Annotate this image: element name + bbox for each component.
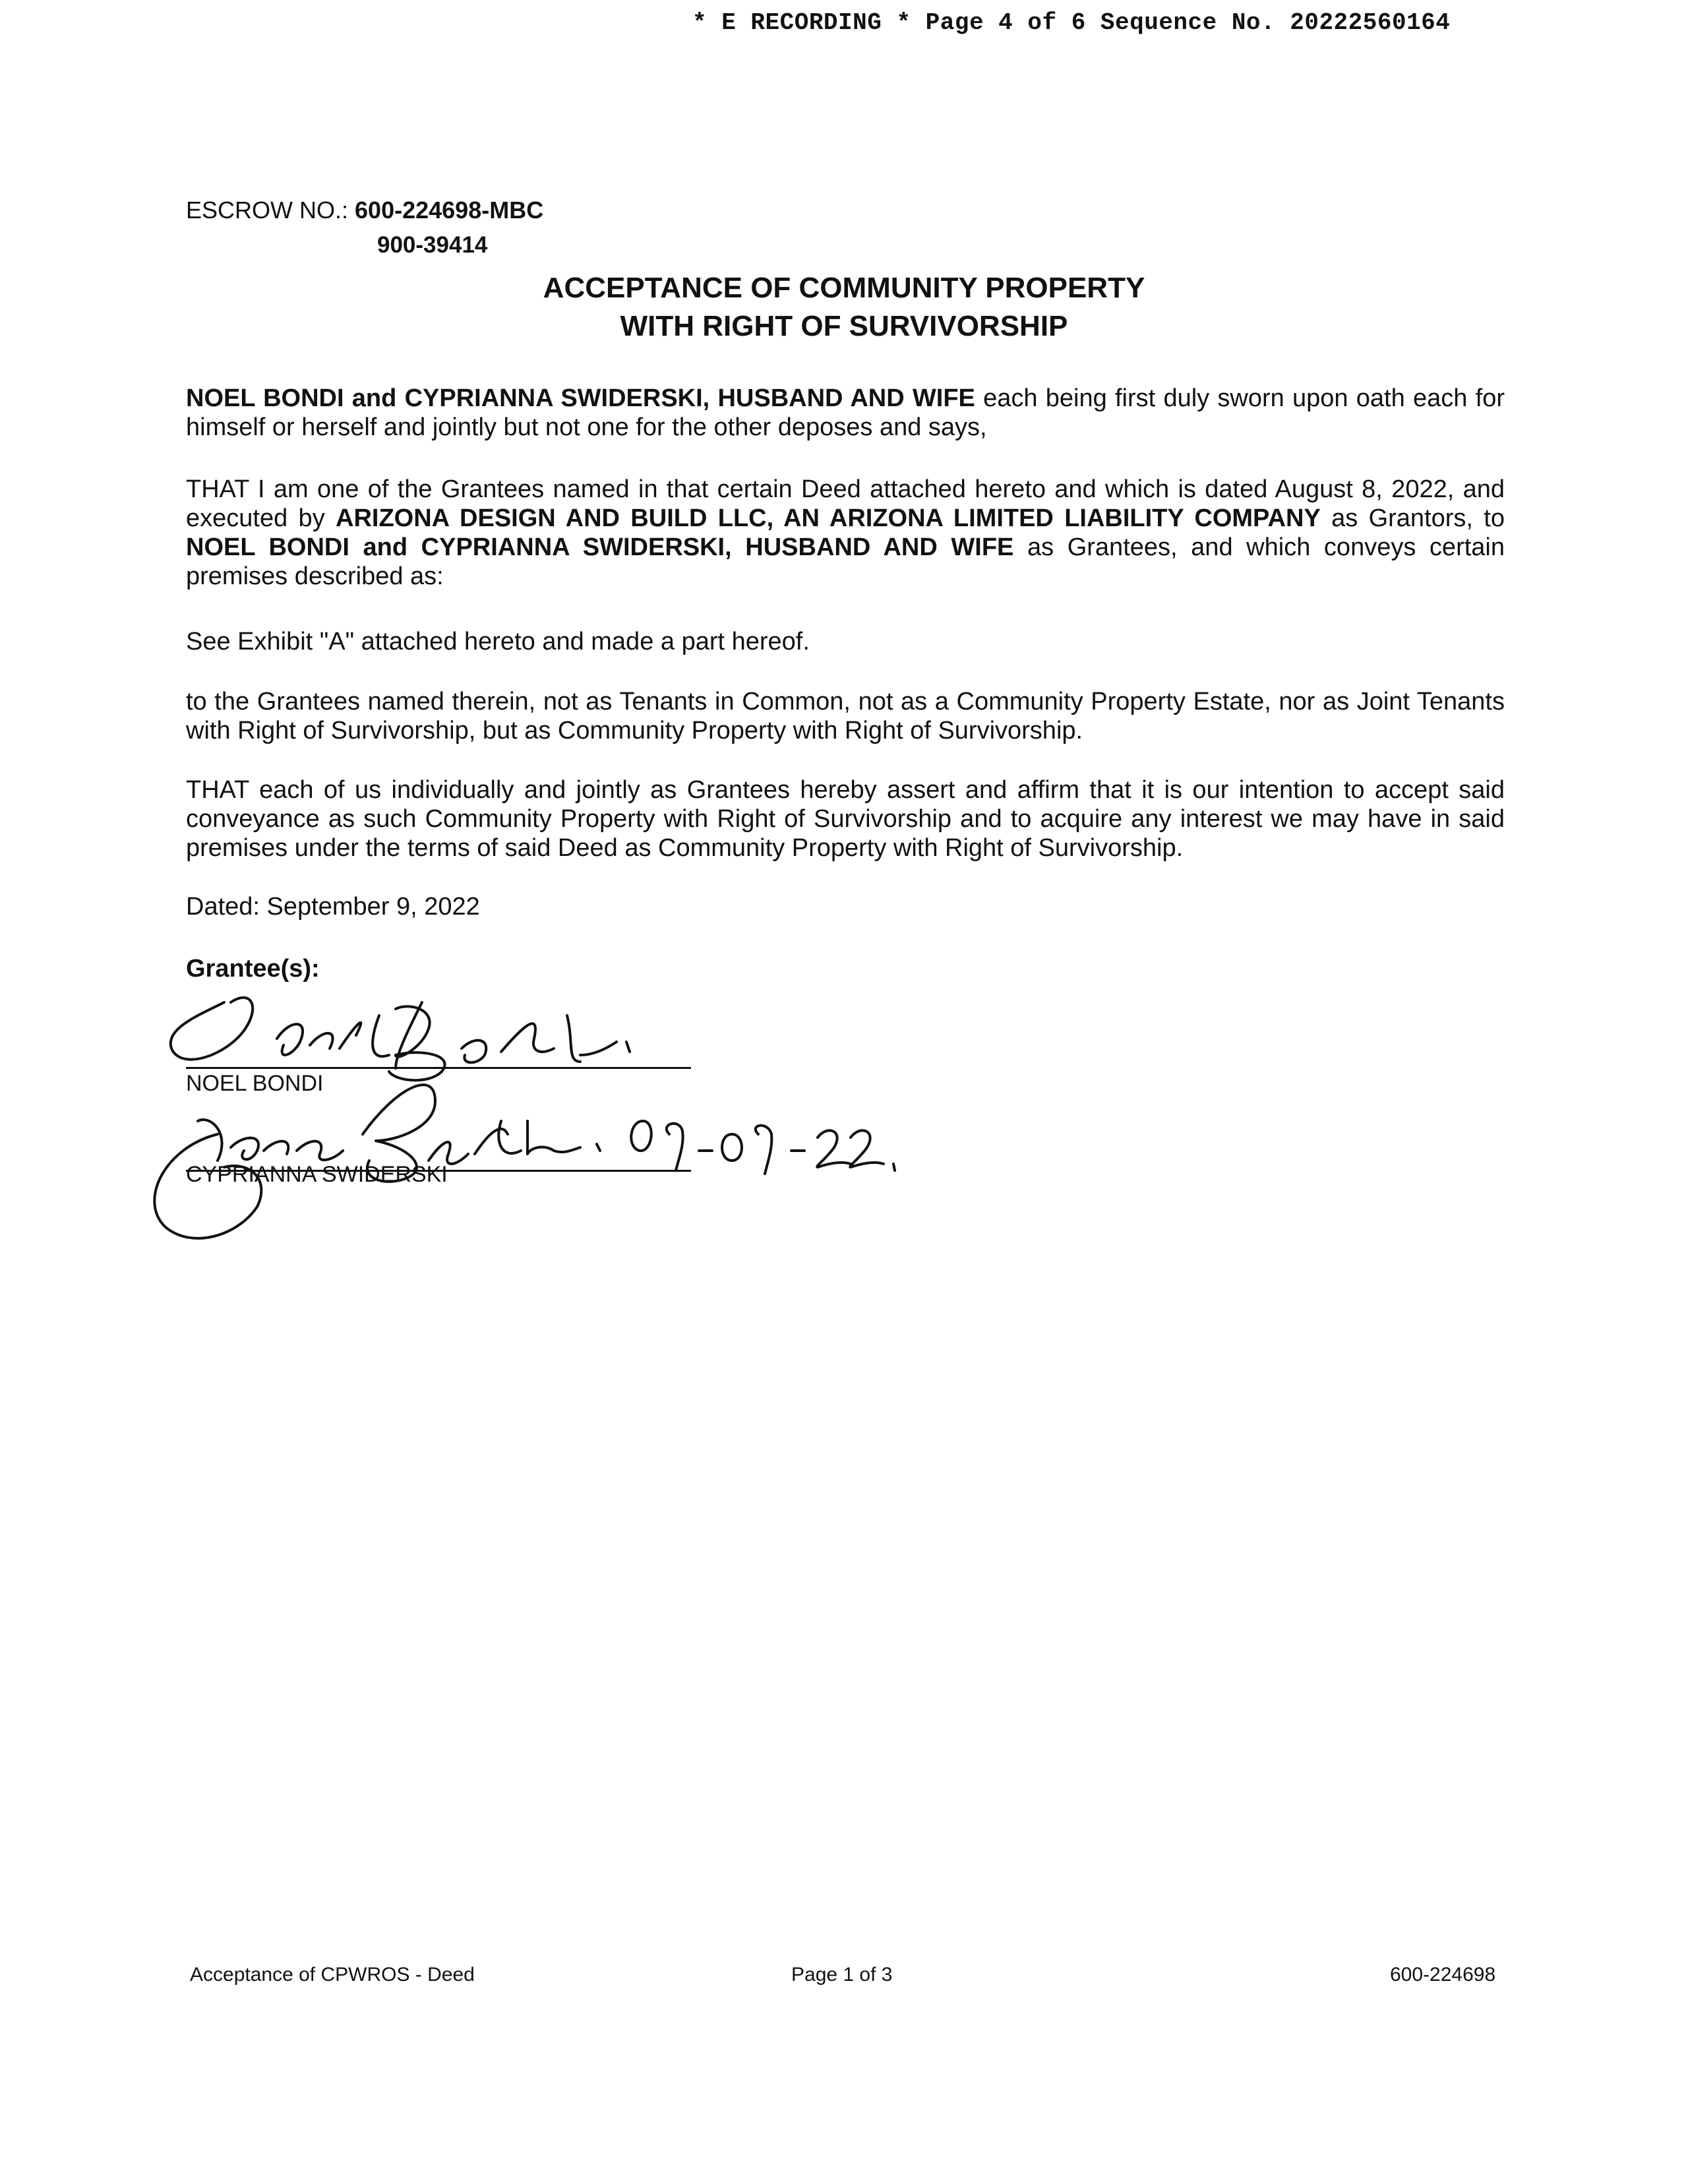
handwritten-date-marks bbox=[631, 1121, 895, 1174]
affiants-names: NOEL BONDI and CYPRIANNA SWIDERSKI, HUSBAND AND WIFE bbox=[186, 384, 975, 412]
paragraph-affiants bbox=[186, 384, 1505, 442]
escrow-number-value: 600-224698-MBC bbox=[355, 197, 544, 224]
grantee-names: NOEL BONDI and CYPRIANNA SWIDERSKI, HUSBAND AND WIFE bbox=[186, 533, 1014, 561]
footer-document-name: Acceptance of CPWROS - Deed bbox=[190, 1964, 475, 1986]
recording-header: * E RECORDING * Page 4 of 6 Sequence No. 20222560164 bbox=[692, 9, 1451, 36]
affiants-text: each being first duly sworn upon oath each for himself or herself and jointly but not one for the other deposes and says, bbox=[186, 384, 1505, 441]
footer-escrow-number: 600-224698 bbox=[1390, 1964, 1496, 1986]
paragraph-tenancy: to the Grantees named therein, not as Tenants in Common, not as a Community Property Estate, nor as Joint Tenants with Right of Survivorship, but as Community Property with Right of Survivorship. bbox=[186, 688, 1505, 744]
escrow-label: ESCROW NO.: bbox=[186, 197, 349, 224]
dated-line: Dated: September 9, 2022 bbox=[186, 893, 480, 921]
signer-name-1: NOEL BONDI bbox=[186, 1071, 324, 1096]
paragraph-affirmation: THAT each of us individually and jointly as Grantees hereby assert and affirm that it is our intention to accept said conveyance as such Community Property with Right of Survivorship and to acquire any interest we may have in said premises under the terms of said Deed as Community Property with Right of Survivorship. bbox=[186, 776, 1505, 862]
document-title-line2: WITH RIGHT OF SURVIVORSHIP bbox=[620, 310, 1068, 342]
exhibit-reference: See Exhibit "A" attached hereto and made a part hereof. bbox=[186, 628, 810, 655]
footer-page-number: Page 1 of 3 bbox=[791, 1964, 893, 1986]
deed-text-1: THAT I am one of the Grantees named in that certain Deed attached hereto and which is dated August 8, 2022, and executed by bbox=[186, 475, 1505, 532]
grantees-label: Grantee(s): bbox=[186, 955, 320, 983]
grantor-name: ARIZONA DESIGN AND BUILD LLC, AN ARIZONA LIMITED LIABILITY COMPANY bbox=[336, 504, 1321, 532]
escrow-number bbox=[186, 197, 543, 224]
deed-text-3: as Grantees, and which conveys certain premises described as: bbox=[186, 533, 1505, 590]
signer-name-2: CYPRIANNA SWIDERSKI bbox=[186, 1162, 448, 1187]
signature-line-1 bbox=[186, 1067, 691, 1069]
escrow-number-secondary: 900-39414 bbox=[377, 232, 488, 258]
paragraph-deed bbox=[186, 475, 1505, 591]
document-title-line1: ACCEPTANCE OF COMMUNITY PROPERTY bbox=[543, 272, 1145, 304]
deed-text-2: as Grantors, to bbox=[1320, 504, 1505, 532]
